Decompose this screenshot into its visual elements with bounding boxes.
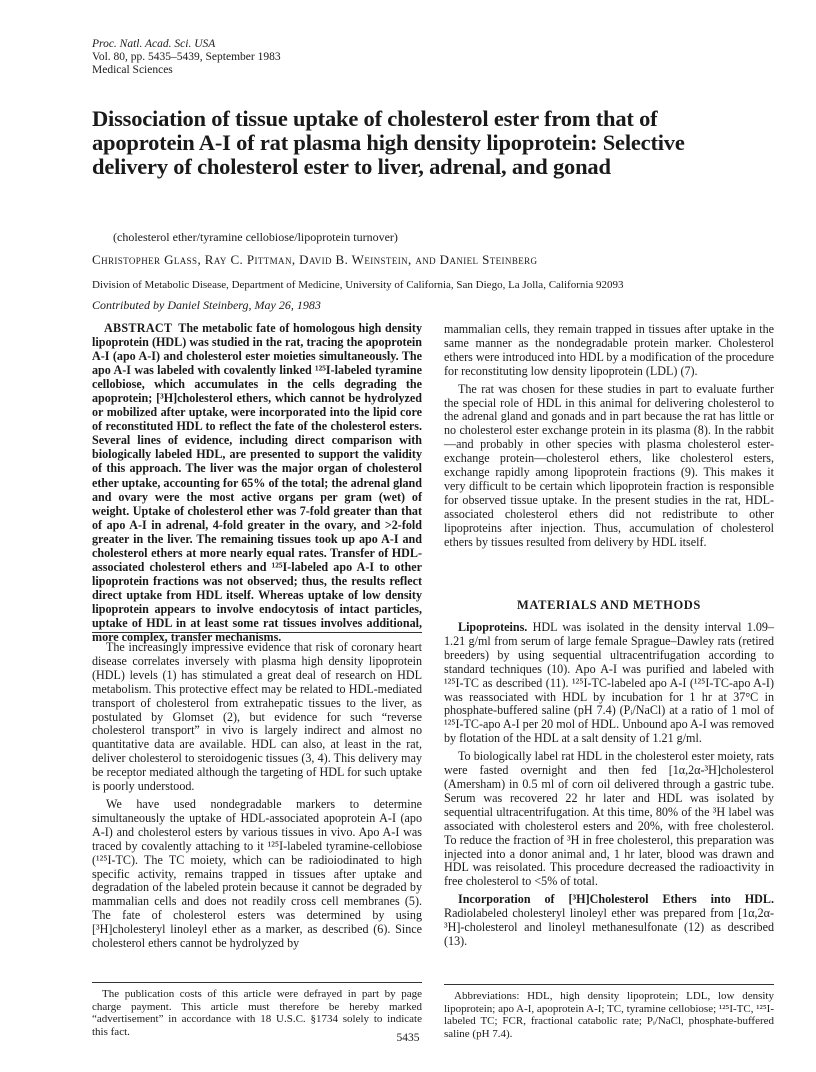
intro-paragraph: The increasingly impressive evidence that risk of coronary heart disease correlates inversely with plasma high density lipoprotein (HDL) levels (1) has stimulated a great deal of research on HDL metabolism. This protective effect may be related to HDL-mediated transport of cholesterol from extrahepatic tissues to the liver, as postulated by Glomset (2), but evidence for such “reverse cholesterol transport” in vivo is largely indirect and almost no quantitative data are available. HDL can also, at least in the rat, deliver cholesterol to steroidogenic tissues (3, 4). This delivery may be receptor mediated although the targeting of HDL for such uptake is poorly understood. — [92, 640, 422, 794]
introduction — [92, 641, 422, 951]
paragraph-text: Radiolabeled cholesteryl linoleyl ether was prepared from [1α,2α-³H]-cholesterol and linoleyl methanesulfonate (12) as described (13). — [444, 906, 774, 948]
article-title: Dissociation of tissue uptake of cholesterol ester from that of apoprotein A-I of rat plasma high density lipoprotein: Selective delivery of cholesterol ester to liver, adrenal, and gonad — [92, 106, 685, 179]
methods-paragraph — [444, 893, 774, 949]
paragraph-text: HDL was isolated in the density interval 1.09–1.21 g/ml from serum of large female Sprague–Dawley rats (retired breeders) by using sequential ultracentrifugation according to standard techniques (10). Apo A-I was purified and labeled with ¹²⁵I-TC as described (11). ¹²⁵I-TC-labeled apo A-I (¹²⁵I-TC-apo A-I) was reassociated with HDL by incubation for 1 hr at 37°C in phosphate-buffered saline (pH 7.4) (Pᵢ/NaCl) at a ratio of 1 mol of ¹²⁵I-TC-apo A-I per 20 mol of HDL. Unbound apo A-I was removed by flotation of the HDL at a salt density of 1.21 g/ml. — [444, 620, 774, 746]
abstract-text: The metabolic fate of homologous high density lipoprotein (HDL) was studied in the rat, tracing the apoprotein A-I (apo A-I) and cholesterol ester moieties simultaneously. The apo A-I was labeled with covalently linked ¹²⁵I-labeled tyramine cellobiose, which accumulates in the cells degrading the apoprotein; [³H]cholesterol ethers, which cannot be hydrolyzed or mobilized after uptake, were incorporated into the lipid core of reconstituted HDL to reflect the fate of the cholesterol esters. Several lines of evidence, including direct comparison with biologically labeled HDL, are presented to support the validity of this approach. The liver was the major organ of cholesterol ether uptake, accounting for 65% of the total; the adrenal gland and ovary were the most active organs per gram (wet) of weight. Uptake of cholesterol ether was 7-fold greater than that of apo A-I in adrenal, 4-fold greater in the ovary, and >2-fold greater in the liver. The remaining tissues took up apo A-I and cholesterol ethers at more nearly equal rates. Transfer of HDL-associated cholesterol ethers and ¹²⁵I-labeled apo A-I to other lipoprotein fractions was not observed; thus, the results reflect direct uptake from HDL itself. Whereas uptake of low density lipoprotein appears to involve endocytosis of intact particles, uptake of HDL in at least some rat tissues involves additional, more complex, transfer mechanisms. — [92, 321, 422, 645]
authors: Christopher Glass, Ray C. Pittman, David B. Weinstein, and Daniel Steinberg — [92, 252, 538, 267]
abstract — [92, 321, 422, 644]
footnote-text: The publication costs of this article were defrayed in part by page charge payment. This article must therefore be hereby marked “advertisement” in accordance with 18 U.S.C. §1734 solely to indicate this fact. — [92, 988, 422, 1038]
intro-paragraph: mammalian cells, they remain trapped in tissues after uptake in the same manner as the nondegradable protein marker. Cholesterol ethers were introduced into HDL by a modification of the procedure for reconstituting low density lipoprotein (LDL) (7). — [444, 322, 774, 378]
journal-volume: Vol. 80, pp. 5435–5439, September 1983 — [92, 51, 281, 63]
abstract-label: ABSTRACT — [104, 321, 173, 335]
journal-header — [92, 38, 281, 77]
footnote-divider — [92, 982, 422, 983]
intro-paragraph: We have used nondegradable markers to determine simultaneously the uptake of HDL-associated apoprotein A-I (apo A-I) and cholesterol esters by various tissues in vivo. Apo A-I was traced by covalently attaching to it ¹²⁵I-labeled tyramine-cellobiose (¹²⁵I-TC). The TC moiety, which can be radioiodinated to high specific activity, remains trapped in tissues after uptake and degradation of the labeled protein because it cannot be degraded by mammalian cells and does not readily cross cell membranes (5). The fate of cholesterol esters was determined by using [³H]cholesteryl linoleyl ether as a marker, as described (6). Since cholesterol ethers cannot be hydrolyzed by — [92, 796, 422, 951]
section-heading: MATERIALS AND METHODS — [517, 598, 701, 612]
run-in-heading: Lipoproteins. — [458, 620, 528, 634]
methods-paragraph — [444, 621, 774, 746]
journal-name: Proc. Natl. Acad. Sci. USA — [92, 38, 216, 50]
introduction-continued — [444, 323, 774, 550]
contributed-by: Contributed by Daniel Steinberg, May 26, 1983 — [92, 298, 321, 312]
keywords: (cholesterol ether/tyramine cellobiose/lipoprotein turnover) — [113, 230, 398, 244]
intro-paragraph: The rat was chosen for these studies in part to evaluate further the special role of HDL in this animal for delivering cholesterol to the adrenal gland and gonads and in part because the rat has little or no cholesterol ester exchange protein in its plasma (8). In the rabbit—and probably in other species with plasma cholesterol ester-exchange protein—cholesterol ethers, like cholesterol esters, exchange rapidly among lipoprotein fractions (9). This makes it very difficult to be certain which lipoprotein fraction is responsible for observed tissue uptake. In the present studies in the rat, HDL-associated cholesterol ethers did not redistribute to other lipoproteins after injection. Thus, accumulation of cholesterol ethers by tissues resulted from delivery by HDL itself. — [444, 381, 774, 549]
footnote-text: Abbreviations: HDL, high density lipoprotein; LDL, low density lipoprotein; apo A-I, apoprotein A-I; TC, tyramine cellobiose; ¹²⁵I-TC, ¹²⁵I-labeled TC; FCR, fractional catabolic rate; Pᵢ/NaCl, phosphate-buffered saline (pH 7.4). — [444, 990, 774, 1040]
abstract-divider — [92, 632, 422, 633]
methods-section — [444, 621, 774, 949]
methods-paragraph: To biologically label rat HDL in the cholesterol ester moiety, rats were fasted overnight and then fed [1α,2α-³H]cholesterol (Amersham) in 0.5 ml of corn oil delivered through a gastric tube. Serum was recovered 22 hr later and HDL was isolated by sequential ultracentrifugation. At this time, 80% of the ³H label was associated with cholesterol esters and 20%, with free cholesterol. To reduce the fraction of ³H in free cholesterol, this preparation was injected into a donor animal and, 1 hr later, blood was drawn and HDL was reisolated. This procedure decreased the radioactivity in free cholesterol to <5% of total. — [444, 749, 774, 889]
affiliation: Division of Metabolic Disease, Department of Medicine, University of California, San Diego, La Jolla, California 92093 — [92, 279, 624, 291]
publication-costs-footnote — [92, 988, 422, 1038]
page-number: 5435 — [396, 1032, 420, 1044]
journal-section: Medical Sciences — [92, 64, 173, 76]
footnote-divider — [444, 984, 774, 985]
run-in-heading: Incorporation of [³H]Cholesterol Ethers into HDL. — [458, 892, 774, 907]
